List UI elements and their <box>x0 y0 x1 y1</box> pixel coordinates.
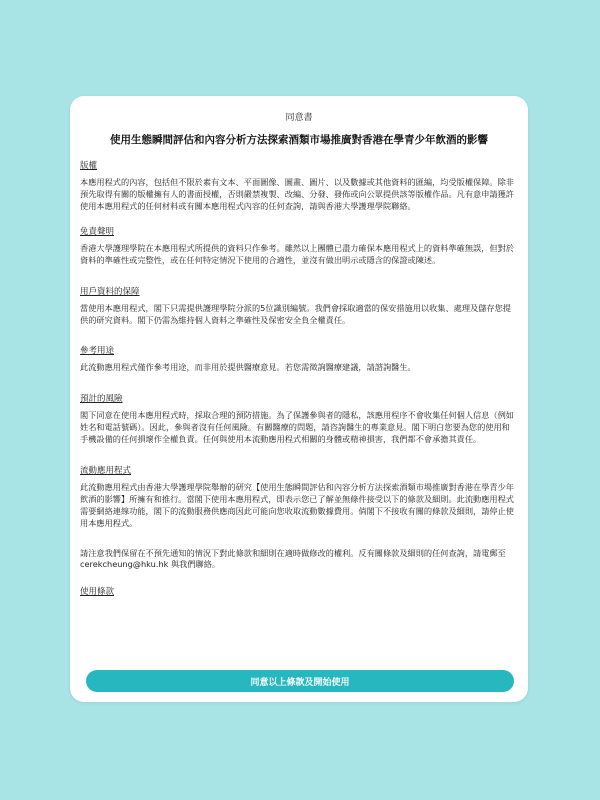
consent-card <box>70 96 528 702</box>
section-heading: 參考用途 <box>80 346 115 357</box>
section-disclaimer <box>80 225 518 267</box>
consent-title: 使用生態瞬間評估和內容分析方法探索酒類市場推廣對香港在學青少年飲酒的影響 <box>110 134 488 146</box>
section-heading: 免責聲明 <box>80 226 115 237</box>
document-label: 同意書 <box>285 113 313 123</box>
section-heading-terms-of-use: 使用條款 <box>80 587 115 598</box>
section-body: 此流動應用程式僅作參考用途，而非用於提供醫療意見。若您需徵詢醫療建議，請諮詢醫生。 <box>80 362 416 373</box>
agree-and-start-button[interactable]: 同意以上條款及開始使用 <box>86 670 514 692</box>
section-user-data-protection <box>80 285 518 327</box>
section-reference-use <box>80 344 518 374</box>
section-heading: 版權 <box>80 161 98 172</box>
section-body: 當使用本應用程式，閣下只需提供護理學院分派的5位識別編號。我們會採取適當的保安措施用以收集、處理及儲存您提供的研究資料。閣下仍需為維持個人資料之準確性及保密安全負全權責任。 <box>80 302 511 325</box>
section-body: 本應用程式的內容，包括但不限於素有文本、平面圖像、圖畫、圖片、以及數據或其他資料的匯編，均受版權保障。除非預先取得有關的版權擁有人的書面授權，否則嚴禁複製、改編、分發、發佈或向公眾提供該等版權作品。凡有意申請獲許使用本應用程式的任何材料或有關本應用程式內容的任何查詢，請與香港大學護理學院聯絡。 <box>80 177 514 211</box>
consent-scroll-area[interactable] <box>70 96 528 702</box>
amendment-notice: 請注意我們保留在不預先通知的情況下對此條款和細則在適時做修改的權利。反有關條款及細則的任何查詢，請電郵至cerekcheung@hku.hk 與我們聯絡。 <box>80 547 506 570</box>
section-body: 香港大學護理學院在本應用程式所提供的資料只作參考。雖然以上團體已盡力確保本應用程式上的資料準確無誤，但對於資料的準確性或完整性，或在任何特定情況下使用的合適性，並沒有做出明示或隱含的保證或陳述。 <box>80 242 514 265</box>
section-body: 閣下同意在使用本應用程式時，採取合理的預防措施。為了保護參與者的隱私，該應用程序不會收集任何個人信息（例如姓名和電話號碼）。因此，參與者沒有任何風險。有關醫療的問題，請咨詢醫生的專業意見。閣下明白您要為您的使用和手機設備的任何損壞作全權負責。任何與使用本流動應用程式相關的身體或精神損害，我們都不會承擔其責任。 <box>80 410 514 445</box>
section-heading: 流動應用程式 <box>80 465 132 476</box>
section-expected-risks <box>80 392 518 446</box>
section-heading: 用戶資料的保障 <box>80 286 140 297</box>
section-copyright <box>80 159 518 213</box>
section-body: 此流動應用程式由香港大學護理學院舉辦的研究【使用生態瞬間評估和內容分析方法探索酒類市場推廣對香港在學青少年飲酒的影響】所擁有和推行。當閣下使用本應用程式，即表示您已了解並無條件接受以下的條款及細則。此流動應用程式需要網絡連線功能，閣下的流動服務供應商因此可能向您收取流動數據費用。倘閣下不接收有關的條款及細則，請停止使用本應用程式。 <box>80 481 514 528</box>
section-heading: 預計的風險 <box>80 394 123 405</box>
section-mobile-app <box>80 464 518 530</box>
